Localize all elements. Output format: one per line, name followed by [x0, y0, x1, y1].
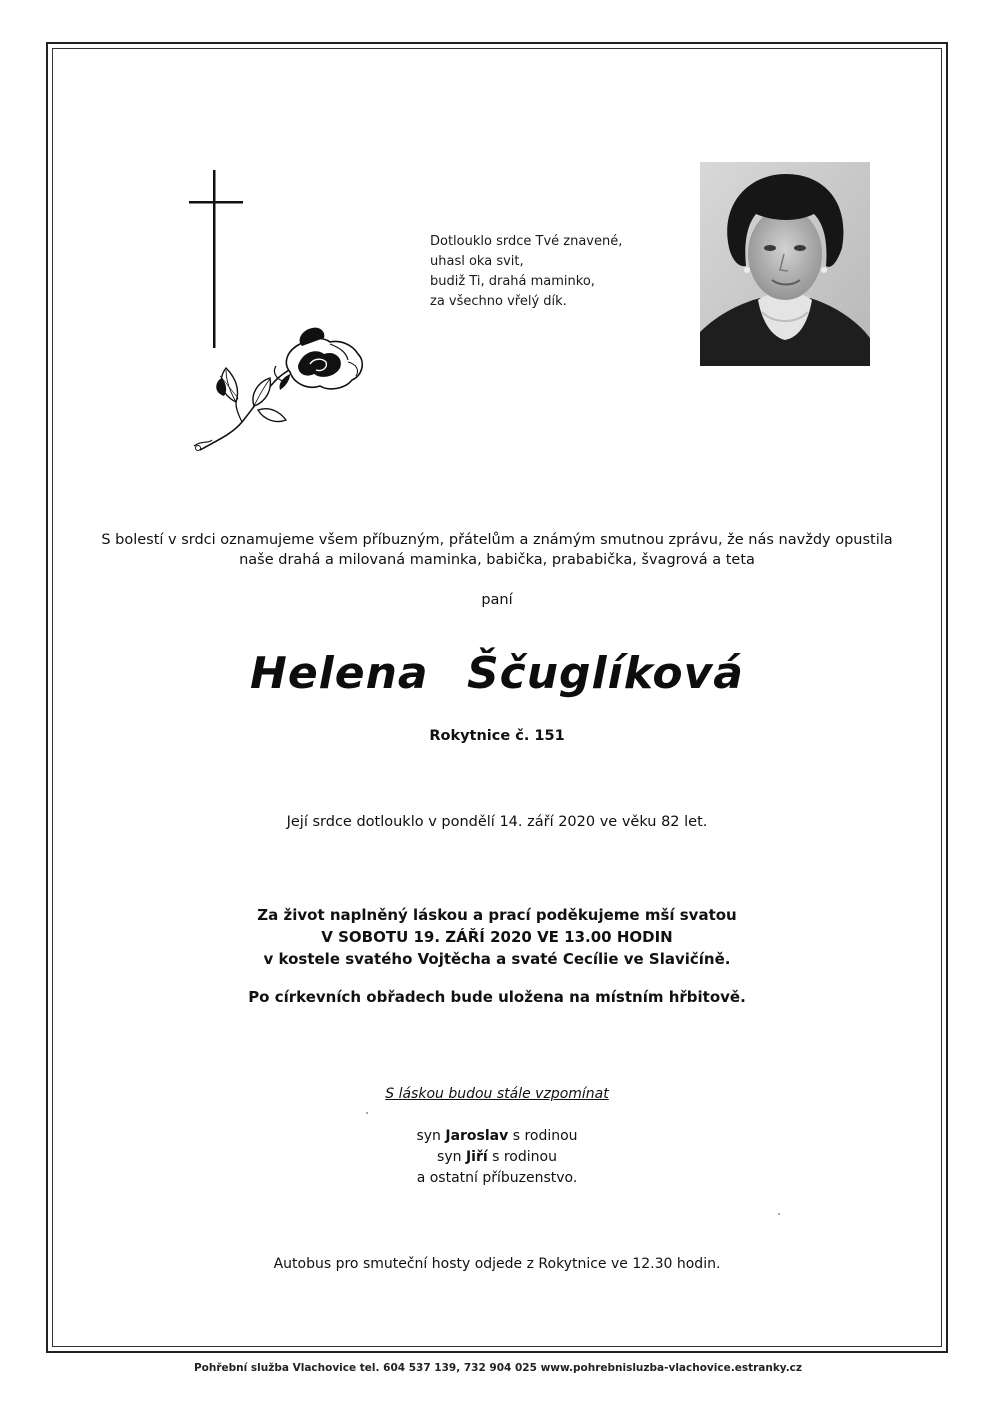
- family-suffix: s rodinou: [487, 1149, 557, 1165]
- footer: Pohřební služba Vlachovice tel. 604 537 139, 732 904 025 www.pohrebnisluzba-vlachovice.estranky.cz: [193, 1362, 803, 1374]
- announcement-line: S bolestí v srdci oznamujeme všem příbuzným, přátelům a známým smutnou zprávu, že nás navždy opustila: [101, 532, 893, 548]
- mass-line: v kostele svatého Vojtěcha a svaté Cecílie ve Slavičíně.: [263, 950, 731, 968]
- family-suffix: s rodinou: [508, 1128, 578, 1144]
- death-notice: Její srdce dotlouklo v pondělí 14. září 2020 ve věku 82 let.: [286, 814, 708, 830]
- poem-line: za všechno vřelý dík.: [430, 294, 567, 309]
- family-name: Jiří: [465, 1149, 488, 1165]
- family-relation: syn: [437, 1149, 466, 1165]
- portrait-photo: [700, 162, 870, 366]
- honorific: paní: [481, 592, 513, 608]
- family-relation: a ostatní příbuzenstvo.: [416, 1170, 578, 1186]
- rose-icon: [190, 322, 375, 462]
- family-item: [52, 1168, 942, 1189]
- announcement: [52, 530, 942, 570]
- first-name: Helena: [250, 648, 429, 699]
- mass-line: Za život naplněný láskou a prací poděkujeme mší svatou: [257, 906, 737, 924]
- remembrance-heading: S láskou budou stále vzpomínat: [385, 1086, 609, 1102]
- poem: [430, 232, 622, 312]
- bus-notice: Autobus pro smuteční hosty odjede z Rokytnice ve 12.30 hodin.: [273, 1256, 721, 1272]
- deceased-name: [52, 648, 942, 699]
- last-name: Ščuglíková: [466, 648, 744, 699]
- burial-info: Po církevních obřadech bude uložena na místním hřbitově.: [248, 988, 746, 1006]
- poem-line: budiž Ti, drahá maminko,: [430, 274, 595, 289]
- address: Rokytnice č. 151: [429, 728, 565, 744]
- speck: [366, 1112, 368, 1114]
- mass-line: V SOBOTU 19. ZÁŘÍ 2020 VE 13.00 HODIN: [321, 928, 673, 946]
- speck: [778, 1213, 780, 1215]
- announcement-line: naše drahá a milovaná maminka, babička, prababička, švagrová a teta: [239, 552, 755, 568]
- family-list: [52, 1126, 942, 1189]
- poem-line: Dotlouklo srdce Tvé znavené,: [430, 234, 623, 249]
- family-item: [52, 1147, 942, 1168]
- family-relation: syn: [416, 1128, 446, 1144]
- mass-info: [52, 904, 942, 970]
- family-name: Jaroslav: [445, 1128, 509, 1144]
- poem-line: uhasl oka svit,: [430, 254, 524, 269]
- family-item: [52, 1126, 942, 1147]
